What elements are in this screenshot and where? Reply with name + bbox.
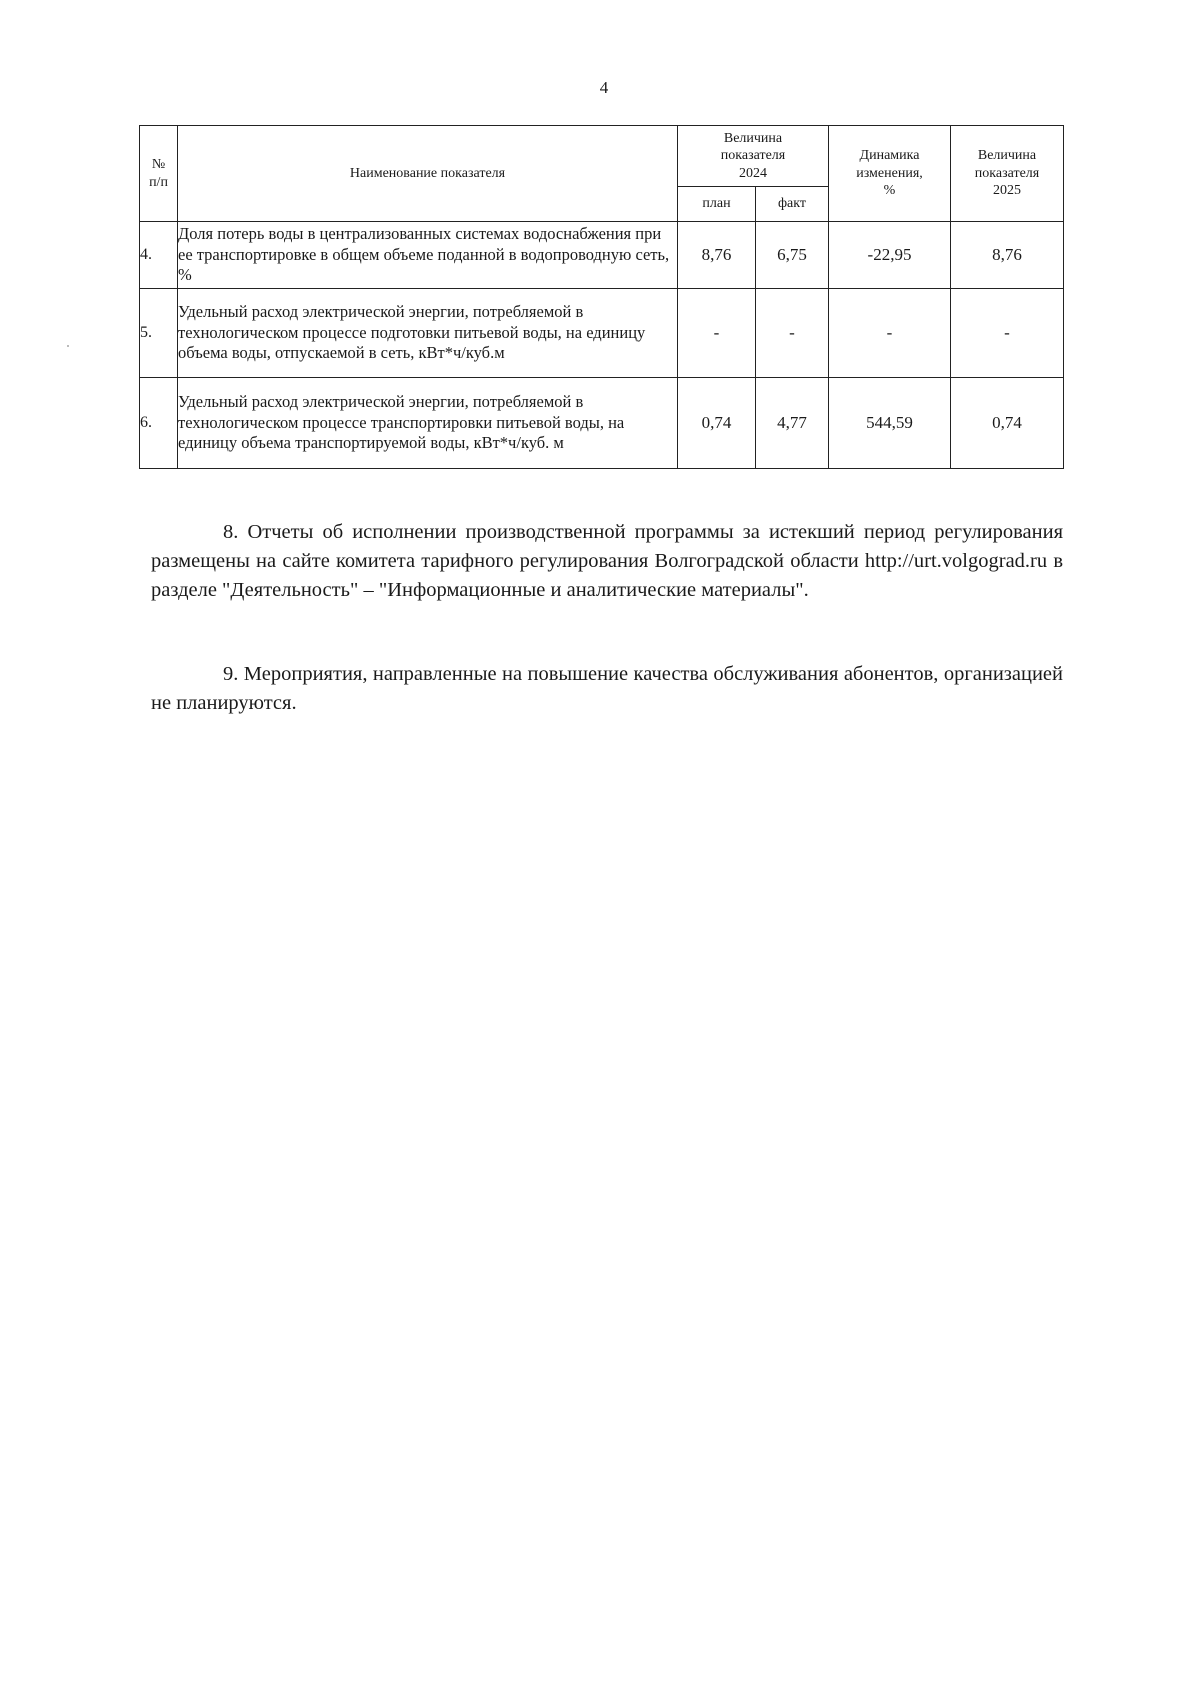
header-fact: факт: [756, 187, 829, 222]
row-fact: 4,77: [756, 378, 829, 469]
paragraph-8: [151, 518, 1063, 605]
paragraph-8-text: 8. Отчеты об исполнении производственной программы за истекший период регулирования размещены на сайте комитета тарифного регулирования Волгоградской области http://urt.volgograd.ru в разделе "Деятельность" – "Информационные и аналитические материалы".: [151, 521, 1063, 601]
header-plan: план: [678, 187, 756, 222]
row-dynamics: -22,95: [829, 222, 951, 289]
row-plan: 0,74: [678, 378, 756, 469]
row-num: 6.: [140, 378, 178, 469]
paragraph-9: [151, 660, 1063, 718]
table-header-row: [140, 126, 1064, 187]
page-number: 4: [599, 78, 609, 97]
table-row: [140, 289, 1064, 378]
table-row: [140, 378, 1064, 469]
row-dynamics: 544,59: [829, 378, 951, 469]
row-name: Доля потерь воды в централизованных системах водоснабжения при ее транспортировке в общем объеме поданной в водопроводную сеть, %: [178, 222, 678, 289]
row-fact: -: [756, 289, 829, 378]
row-name: Удельный расход электрической энергии, потребляемой в технологическом процессе транспортировки питьевой воды, на единицу объема транспортируемой воды, кВт*ч/куб. м: [178, 378, 678, 469]
header-name: Наименование показателя: [178, 126, 678, 222]
header-value-2025: Величина показателя 2025: [951, 126, 1064, 222]
paragraph-9-text: 9. Мероприятия, направленные на повышение качества обслуживания абонентов, организацией не планируются.: [151, 663, 1063, 714]
header-dynamics: Динамика изменения, %: [829, 126, 951, 222]
row-num: 4.: [140, 222, 178, 289]
row-dynamics: -: [829, 289, 951, 378]
table-row: [140, 222, 1064, 289]
header-num: № п/п: [140, 126, 178, 222]
header-value-2024: Величина показателя 2024: [678, 126, 829, 187]
row-name: Удельный расход электрической энергии, потребляемой в технологическом процессе подготовки питьевой воды, на единицу объема воды, отпускаемой в сеть, кВт*ч/куб.м: [178, 289, 678, 378]
row-value-2025: 8,76: [951, 222, 1064, 289]
scan-artifact: [67, 345, 69, 347]
row-fact: 6,75: [756, 222, 829, 289]
row-plan: 8,76: [678, 222, 756, 289]
row-num: 5.: [140, 289, 178, 378]
indicators-table: [139, 125, 1064, 469]
row-value-2025: 0,74: [951, 378, 1064, 469]
row-plan: -: [678, 289, 756, 378]
row-value-2025: -: [951, 289, 1064, 378]
